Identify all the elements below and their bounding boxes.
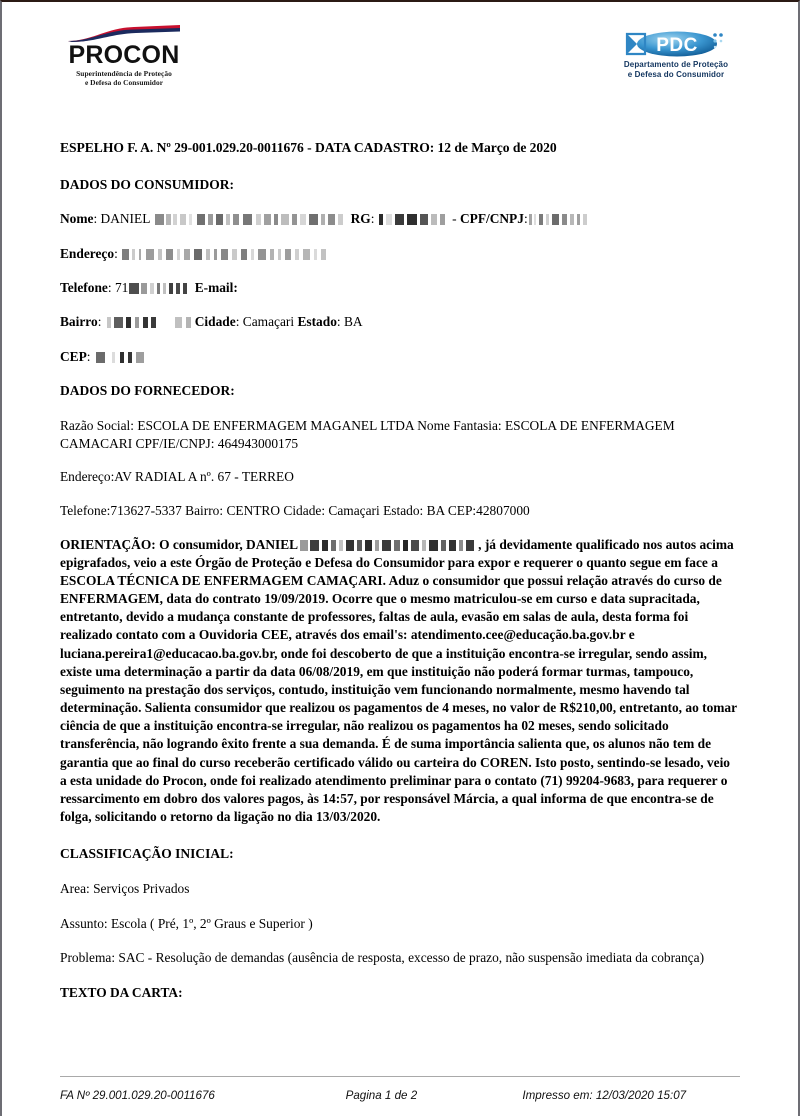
estado-colon: : xyxy=(336,314,344,330)
supplier-cep-value: 42807000 xyxy=(476,502,530,518)
telefone-label: Telefone xyxy=(60,280,108,296)
supplier-cidade-value: Camaçari xyxy=(328,502,380,518)
pdc-logo xyxy=(600,30,752,81)
nome-label: Nome xyxy=(60,211,94,227)
document-body xyxy=(2,139,798,1002)
classification-area-row xyxy=(60,880,740,898)
telefone-colon: : xyxy=(107,280,115,296)
supplier-contact-row xyxy=(60,502,740,520)
supplier-cep-label: CEP xyxy=(447,502,473,518)
classification-problem-row xyxy=(60,949,740,967)
rg-cpf-separator: - xyxy=(452,211,457,227)
classification-subject-row xyxy=(60,915,740,933)
procon-wordmark: PROCON xyxy=(68,41,180,69)
supplier-estado-value: BA xyxy=(426,502,445,518)
cidade-label: Cidade xyxy=(194,314,236,330)
consumer-district-row xyxy=(60,313,740,330)
endereco-colon: : xyxy=(114,245,118,261)
page-title: ESPELHO F. A. Nº 29-001.029.20-0011676 - DATA CADASTRO: 12 de Março de 2020 xyxy=(60,140,557,155)
procon-subtitle-line1: Superintendência de Proteção xyxy=(76,69,172,78)
redacted-telefone xyxy=(128,283,191,294)
rg-colon: : xyxy=(370,211,378,227)
supplier-bairro-colon: : xyxy=(219,502,227,518)
bairro-colon: : xyxy=(97,314,105,330)
supplier-address-row xyxy=(60,468,740,486)
supplier-telefone-label: Telefone xyxy=(60,502,107,518)
footer-printed: Impresso em: 12/03/2020 15:07 xyxy=(522,1089,687,1102)
nome-colon: : xyxy=(93,211,101,227)
telefone-prefix: 71 xyxy=(114,280,129,296)
redacted-nome xyxy=(153,214,347,225)
rg-label: RG xyxy=(350,211,371,227)
consumer-name-row xyxy=(60,210,740,227)
orientacao-body: , já devidamente qualificado nos autos acima epigrafados, veio a este Órgão de Proteção e Defesa do Consumidor para expor e requerer o quanto segue em face a ESCOLA TÉCNICA DE ENFERMAGEM CAMAÇARI. Aduz o consumidor que possui relação através do curso de ENFERMAGEM, data do contrato 19/09/2019. Ocorre que o mesmo matriculou-se em curso e data supracitada, entretanto, devido a mudança constante de professores, faltas de aula, evasão em salas de aula, desta forma foi realizado contato com a Ouvidoria CEE, através dos email's: atendimento.cee@educação.ba.gov.br e luciana.pereira1@educacao.ba.gov.br, onde foi descoberto de que a instituição encontra-se irregular, sendo assim, existe uma determinação a partir da data 06/08/2019, em que instituição não poderá formar turmas, tampouco, seguimento na prestação dos serviços, contudo, instituição vem funcionando normalmente, mesmo havendo tal determinação. Salienta consumidor que realizou os pagamentos de 4 meses, no valor de R$210,00, entretanto, ao tomar ciência de que a instituição encontra-se irregular, não realizou os pagamentos ha 02 meses, sendo solicitado transferência, não logrando êxito frente a sua demanda. É de suma importância salienta que, os alunos não tem de garantia que ao final do curso receberão certificado válido ou carteira do COREN. Isto posto, sentindo-se lesado, veio a esta unidade do Procon, onde foi realizado atendimento preliminar para o contato (71) 99204-9683, para requerer o ressarcimento em dobro dos valores pagos, às 14:57, por responsável Márcia, a qual informa de que encontra-se de folga, solicitando o retorno da ligação no dia 13/03/2020. xyxy=(60,536,737,824)
redacted-endereco xyxy=(118,249,330,260)
endereco-label: Endereço xyxy=(60,245,115,261)
redacted-bairro xyxy=(105,317,195,328)
cpf-ie-cnpj-label: CPF/IE/CNPJ xyxy=(135,435,211,451)
supplier-telefone-value: 713627-5337 xyxy=(110,502,182,518)
supplier-section-title: DADOS DO FORNECEDOR: xyxy=(60,383,235,399)
document-footer xyxy=(60,1076,740,1102)
estado-value: BA xyxy=(343,314,363,330)
cnpj-colon: : xyxy=(210,435,218,451)
area-label: Area: xyxy=(60,880,90,896)
footer-page-label: Pagina 1 de 2 xyxy=(345,1089,418,1102)
supplier-endereco-label: Endereço xyxy=(60,469,111,485)
assunto-label: Assunto xyxy=(60,915,104,931)
classification-section-title: CLASSIFICAÇÃO INICIAL: xyxy=(60,846,234,862)
redacted-orientacao-name xyxy=(298,540,478,551)
consumer-section-title: DADOS DO CONSUMIDOR: xyxy=(60,176,235,192)
redacted-cep xyxy=(94,352,148,363)
supplier-estado-label: Estado xyxy=(383,502,420,518)
supplier-cidade-label: Cidade xyxy=(283,502,322,518)
supplier-cep-colon: : xyxy=(472,502,477,518)
razao-colon: : xyxy=(130,417,138,433)
estado-label: Estado xyxy=(297,314,337,330)
razao-social-label: Razão Social xyxy=(60,417,131,433)
pdc-mark-icon xyxy=(600,30,752,60)
supplier-cidade-colon: : xyxy=(321,502,329,518)
supplier-bairro-value: CENTRO xyxy=(226,502,281,518)
bairro-label: Bairro xyxy=(60,314,98,330)
consumer-phone-row xyxy=(60,279,740,296)
redacted-rg xyxy=(378,214,449,225)
area-value: Serviços Privados xyxy=(93,880,190,896)
assunto-colon: : xyxy=(103,915,111,931)
cpf-ie-cnpj-value: 464943000175 xyxy=(217,435,299,451)
orientacao-label: ORIENTAÇÃO: xyxy=(60,536,156,552)
consumer-address-row xyxy=(60,245,740,262)
orientacao-intro: O consumidor, DANIEL xyxy=(159,536,299,552)
problema-label: Problema xyxy=(60,950,112,966)
nome-value: DANIEL xyxy=(100,211,150,227)
cidade-colon: : xyxy=(235,314,243,330)
pdc-subtitle-line2: e Defesa do Consumidor xyxy=(627,70,725,80)
email-label: E-mail: xyxy=(194,280,238,296)
consumer-zip-row xyxy=(60,348,740,365)
procon-logo xyxy=(66,24,182,88)
cpf-label: CPF/CNPJ xyxy=(459,211,524,227)
footer-fa-number: FA Nº 29.001.029.20-0011676 xyxy=(60,1089,215,1102)
texto-carta-label: TEXTO DA CARTA: xyxy=(60,985,183,1001)
cep-colon: : xyxy=(86,348,94,364)
fantasia-colon: : xyxy=(497,417,505,433)
razao-social-value: ESCOLA DE ENFERMAGEM MAGANEL LTDA xyxy=(137,417,414,433)
procon-swoosh-icon xyxy=(66,24,182,42)
supplier-endereco-value: AV RADIAL A nº. 67 - TERREO xyxy=(114,469,294,485)
supplier-telefone-colon: : xyxy=(106,502,111,518)
cep-label: CEP xyxy=(60,348,87,364)
problema-value: SAC - Resolução de demandas (ausência de resposta, excesso de prazo, não suspensão imediata da cobrança) xyxy=(118,950,705,966)
redacted-cpf xyxy=(528,214,591,225)
cidade-value: Camaçari xyxy=(242,314,295,330)
document-header xyxy=(2,2,798,106)
footer-divider xyxy=(60,1076,740,1077)
cpf-colon: : xyxy=(523,211,528,227)
svg-text:PDC: PDC xyxy=(656,35,698,56)
pdc-subtitle-line1: Departamento de Proteção xyxy=(623,60,729,69)
supplier-bairro-label: Bairro xyxy=(185,502,220,518)
nome-fantasia-label: Nome Fantasia xyxy=(417,417,498,433)
problema-colon: : xyxy=(111,950,119,966)
supplier-endereco-colon: : xyxy=(110,469,115,485)
procon-subtitle-line2: e Defesa do Consumidor xyxy=(84,78,164,88)
assunto-value: Escola ( Pré, 1º, 2º Graus e Superior ) xyxy=(110,915,313,931)
supplier-company-row xyxy=(60,417,740,452)
nome-fantasia-value: ESCOLA DE ENFERMAGEM CAMACARI xyxy=(60,417,675,451)
supplier-estado-colon: : xyxy=(419,502,427,518)
orientacao-paragraph xyxy=(60,536,740,827)
